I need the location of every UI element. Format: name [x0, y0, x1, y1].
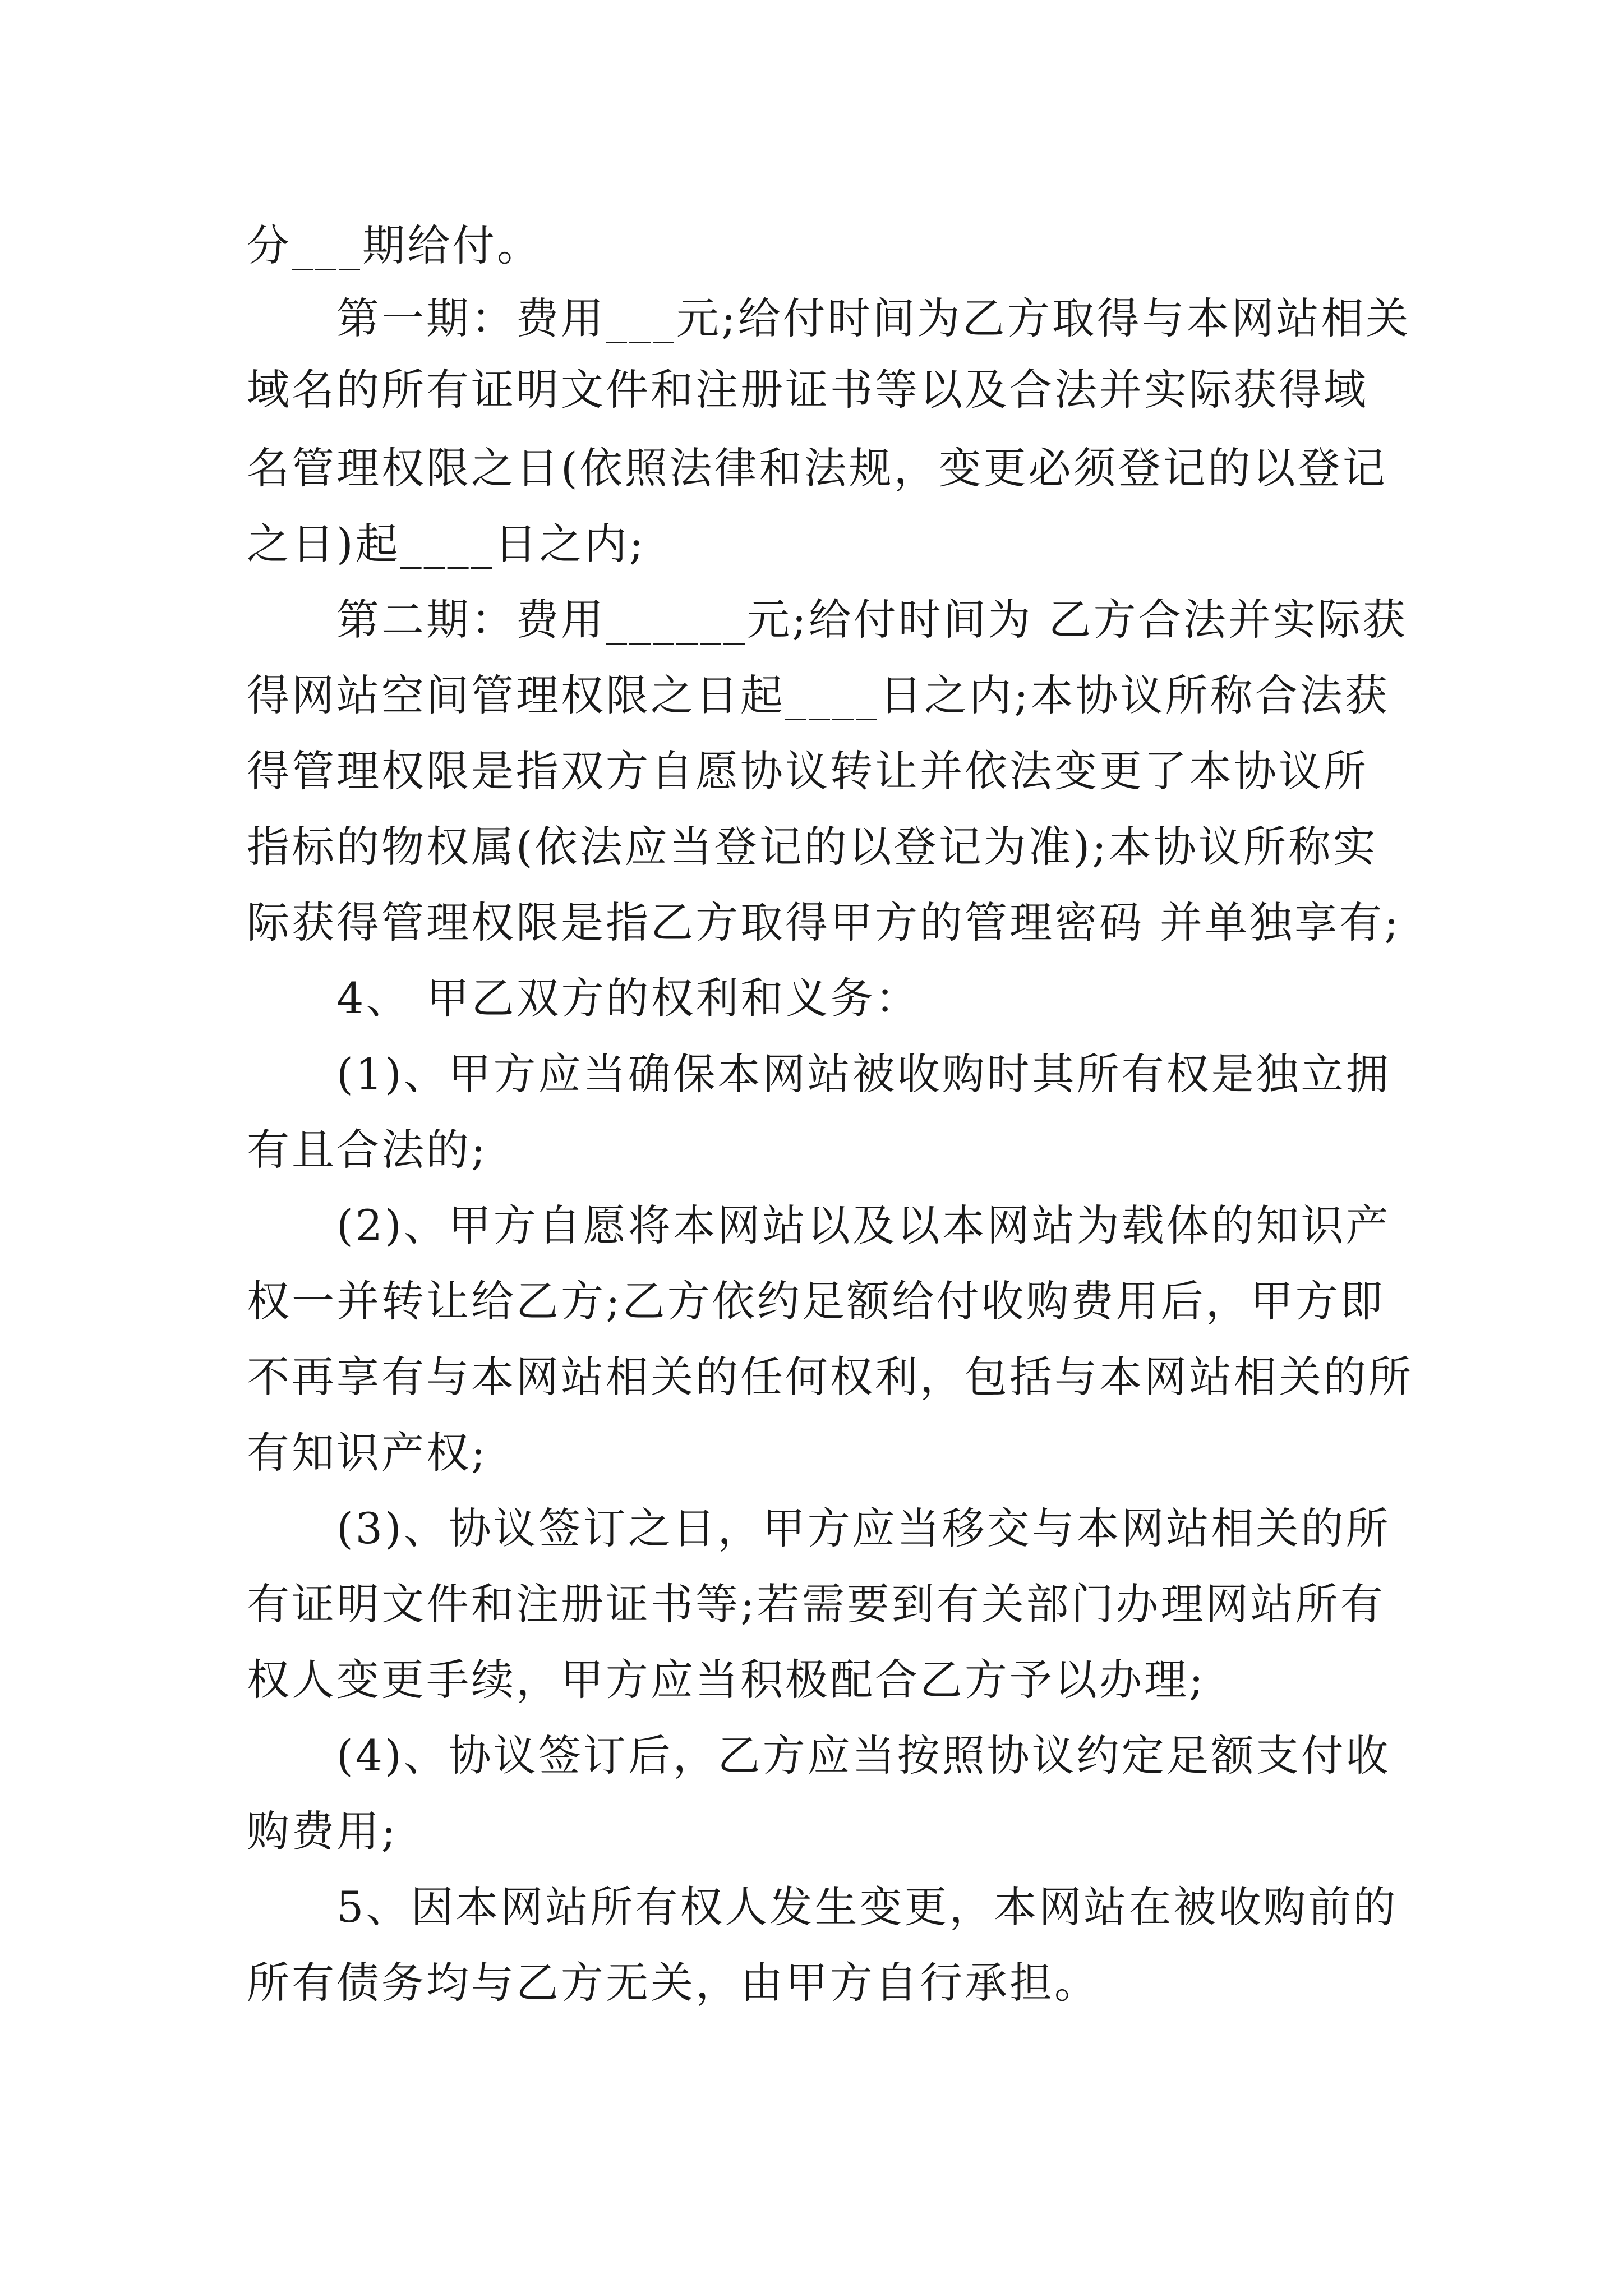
text-line: 不再享有与本网站相关的任何权利，包括与本网站相关的所 [247, 1352, 1413, 1402]
text-line: 域名的所有证明文件和注册证书等以及合法并实际获得域 [247, 365, 1368, 415]
text-line: 分___期给付。 [247, 220, 542, 270]
text-line: 指标的物权属(依法应当登记的以登记为准);本协议所称实 [247, 822, 1378, 872]
text-line: 之日)起____日之内; [247, 519, 646, 569]
text-line: 名管理权限之日(依照法律和法规，变更必须登记的以登记 [247, 443, 1387, 493]
text-line: 权人变更手续，甲方应当积极配合乙方予以办理; [247, 1655, 1206, 1705]
text-line: 第二期：费用______元;给付时间为 乙方合法并实际获 [336, 595, 1408, 645]
text-line: 第一期：费用___元;给付时间为乙方取得与本网站相关 [336, 293, 1411, 343]
text-line: 有知识产权; [247, 1428, 488, 1478]
text-line: (3)、协议签订之日，甲方应当移交与本网站相关的所 [336, 1503, 1391, 1553]
text-line: 5、因本网站所有权人发生变更，本网站在被收购前的 [336, 1882, 1398, 1932]
text-line: 购费用; [247, 1806, 398, 1856]
text-line: (1)、甲方应当确保本网站被收购时其所有权是独立拥 [336, 1049, 1391, 1099]
text-line: 际获得管理权限是指乙方取得甲方的管理密码 并单独享有; [247, 898, 1401, 947]
text-line: 权一并转让给乙方;乙方依约足额给付收购费用后，甲方即 [247, 1276, 1385, 1326]
text-line: 有证明文件和注册证书等;若需要到有关部门办理网站所有 [247, 1579, 1385, 1629]
text-line: 得网站空间管理权限之日起____日之内;本协议所称合法获 [247, 670, 1390, 720]
text-line: 4、 甲乙双方的权利和义务： [336, 973, 920, 1023]
text-line: (2)、甲方自愿将本网站以及以本网站为载体的知识产 [336, 1200, 1391, 1250]
text-line: 得管理权限是指双方自愿协议转让并依法变更了本协议所 [247, 746, 1368, 796]
text-line: 有且合法的; [247, 1125, 488, 1175]
text-line: 所有债务均与乙方无关，由甲方自行承担。 [247, 1958, 1099, 2008]
text-line: (4)、协议签订后，乙方应当按照协议约定足额支付收 [336, 1731, 1391, 1780]
